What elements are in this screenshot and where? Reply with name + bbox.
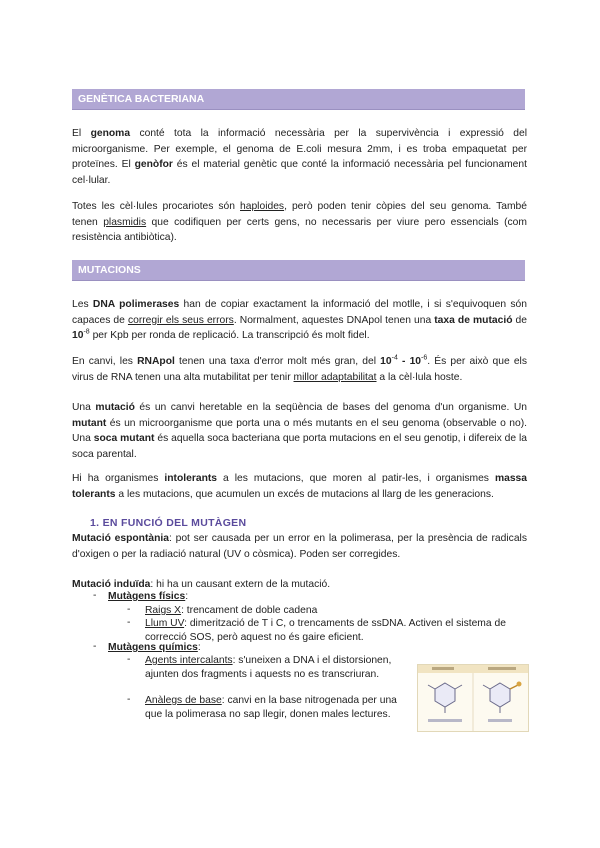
paragraph-mutacio: Una mutació és un canvi heretable en la seqüència de bases del genoma d'un organisme. Un mutant és un microorganisme que porta una o més mutants en el seu genoma (observable o no). Una soca mutant és aquella soca bacteriana que porta mutacions en el seu genotip, i difereix de la soca parental. (72, 402, 527, 460)
section-title: MUTACIONS (78, 264, 141, 276)
list-item-analegs-de-base: Anàlegs de base: canvi en la base nitrogenada per una que la polimerasa no sap llegir, donen males lectures. (145, 695, 397, 720)
base-analog-structures (418, 665, 528, 731)
paragraph-tolerants: Hi ha organismes intolerants a les mutacions, que moren al patir-les, i organismes massa tolerants a les mutacions, que acumulen un excés de mutacions al llarg de les generacions. (72, 473, 528, 500)
paragraph-genoma: El genoma conté tota la informació necessària per la supervivència i expressió del microorganisme. Per exemple, el genoma de E.coli mesura 2mm, i es troba empaquetat per proteïnes. El genòfor és el material genètic que conté la informació necessària pel funcionament cel·lular. (72, 128, 527, 186)
list-item-agents-intercalants: Agents intercalants: s'uneixen a DNA i el distorsionen, ajunten dos fragments i aquests no es transcriuran. (145, 655, 392, 680)
paragraph-mutacio-induida: Mutació induïda: hi ha un causant extern de la mutació. (72, 579, 331, 590)
list-bullet: - (127, 617, 131, 628)
base-analog-figure (417, 664, 529, 732)
section-title: GENÈTICA BACTERIANA (78, 93, 205, 105)
list-item-raigs-x: Raigs X: trencament de doble cadena (145, 605, 318, 616)
section-banner-mutacions (72, 260, 525, 281)
list-item-llum-uv: Llum UV: dimerització de T i C, o trencaments de ssDNA. Activen el sistema de correcció SOS, però aquest no és gaire eficient. (145, 618, 506, 643)
list-item-mutagens-fisics: Mutàgens físics: (108, 591, 189, 602)
section-banner-genetica (72, 89, 525, 110)
paragraph-rnapol: En canvi, les RNApol tenen una taxa d'error molt més gran, del $10^{-4} - 10^{-6}$. És per això que els virus de RNA tenen una alta mutabilitat per tenir millor adaptabilitat a la cèl·lula hoste. (72, 354, 527, 383)
list-bullet: - (127, 694, 131, 705)
list-bullet: - (127, 604, 131, 615)
paragraph-dna-polimerases: Les DNA polimerases han de copiar exactament la informació del motlle, i si s'equivoquen són capaces de corregir els seus errors. Normalment, aquestes DNApol tenen una taxa de mutació de $10^{-8}$ per Kpb per ronda de replicació. La transcripció és molt fidel. (72, 299, 528, 342)
paragraph-mutacio-espontania: Mutació espontània: pot ser causada per un error en la polimerasa, per la presència de radicals d'oxigen o per la radiació natural (UV o còsmica). Poden ser corregides. (72, 533, 527, 560)
list-bullet: - (93, 641, 97, 652)
list-item-mutagens-quimics: Mutàgens químics: (108, 642, 201, 653)
paragraph-haploides: Totes les cèl·lules procariotes són haploides, però poden tenir còpies del seu genoma. També tenen plasmidis que codifiquen per certs gens, no necessaris per viure pero essencials (com resistència antibiòtica). (72, 201, 527, 244)
heading-funcio-mutagen: 1. EN FUNCIÓ DEL MUTÀGEN (90, 517, 247, 529)
list-bullet: - (93, 590, 97, 601)
list-bullet: - (127, 654, 131, 665)
